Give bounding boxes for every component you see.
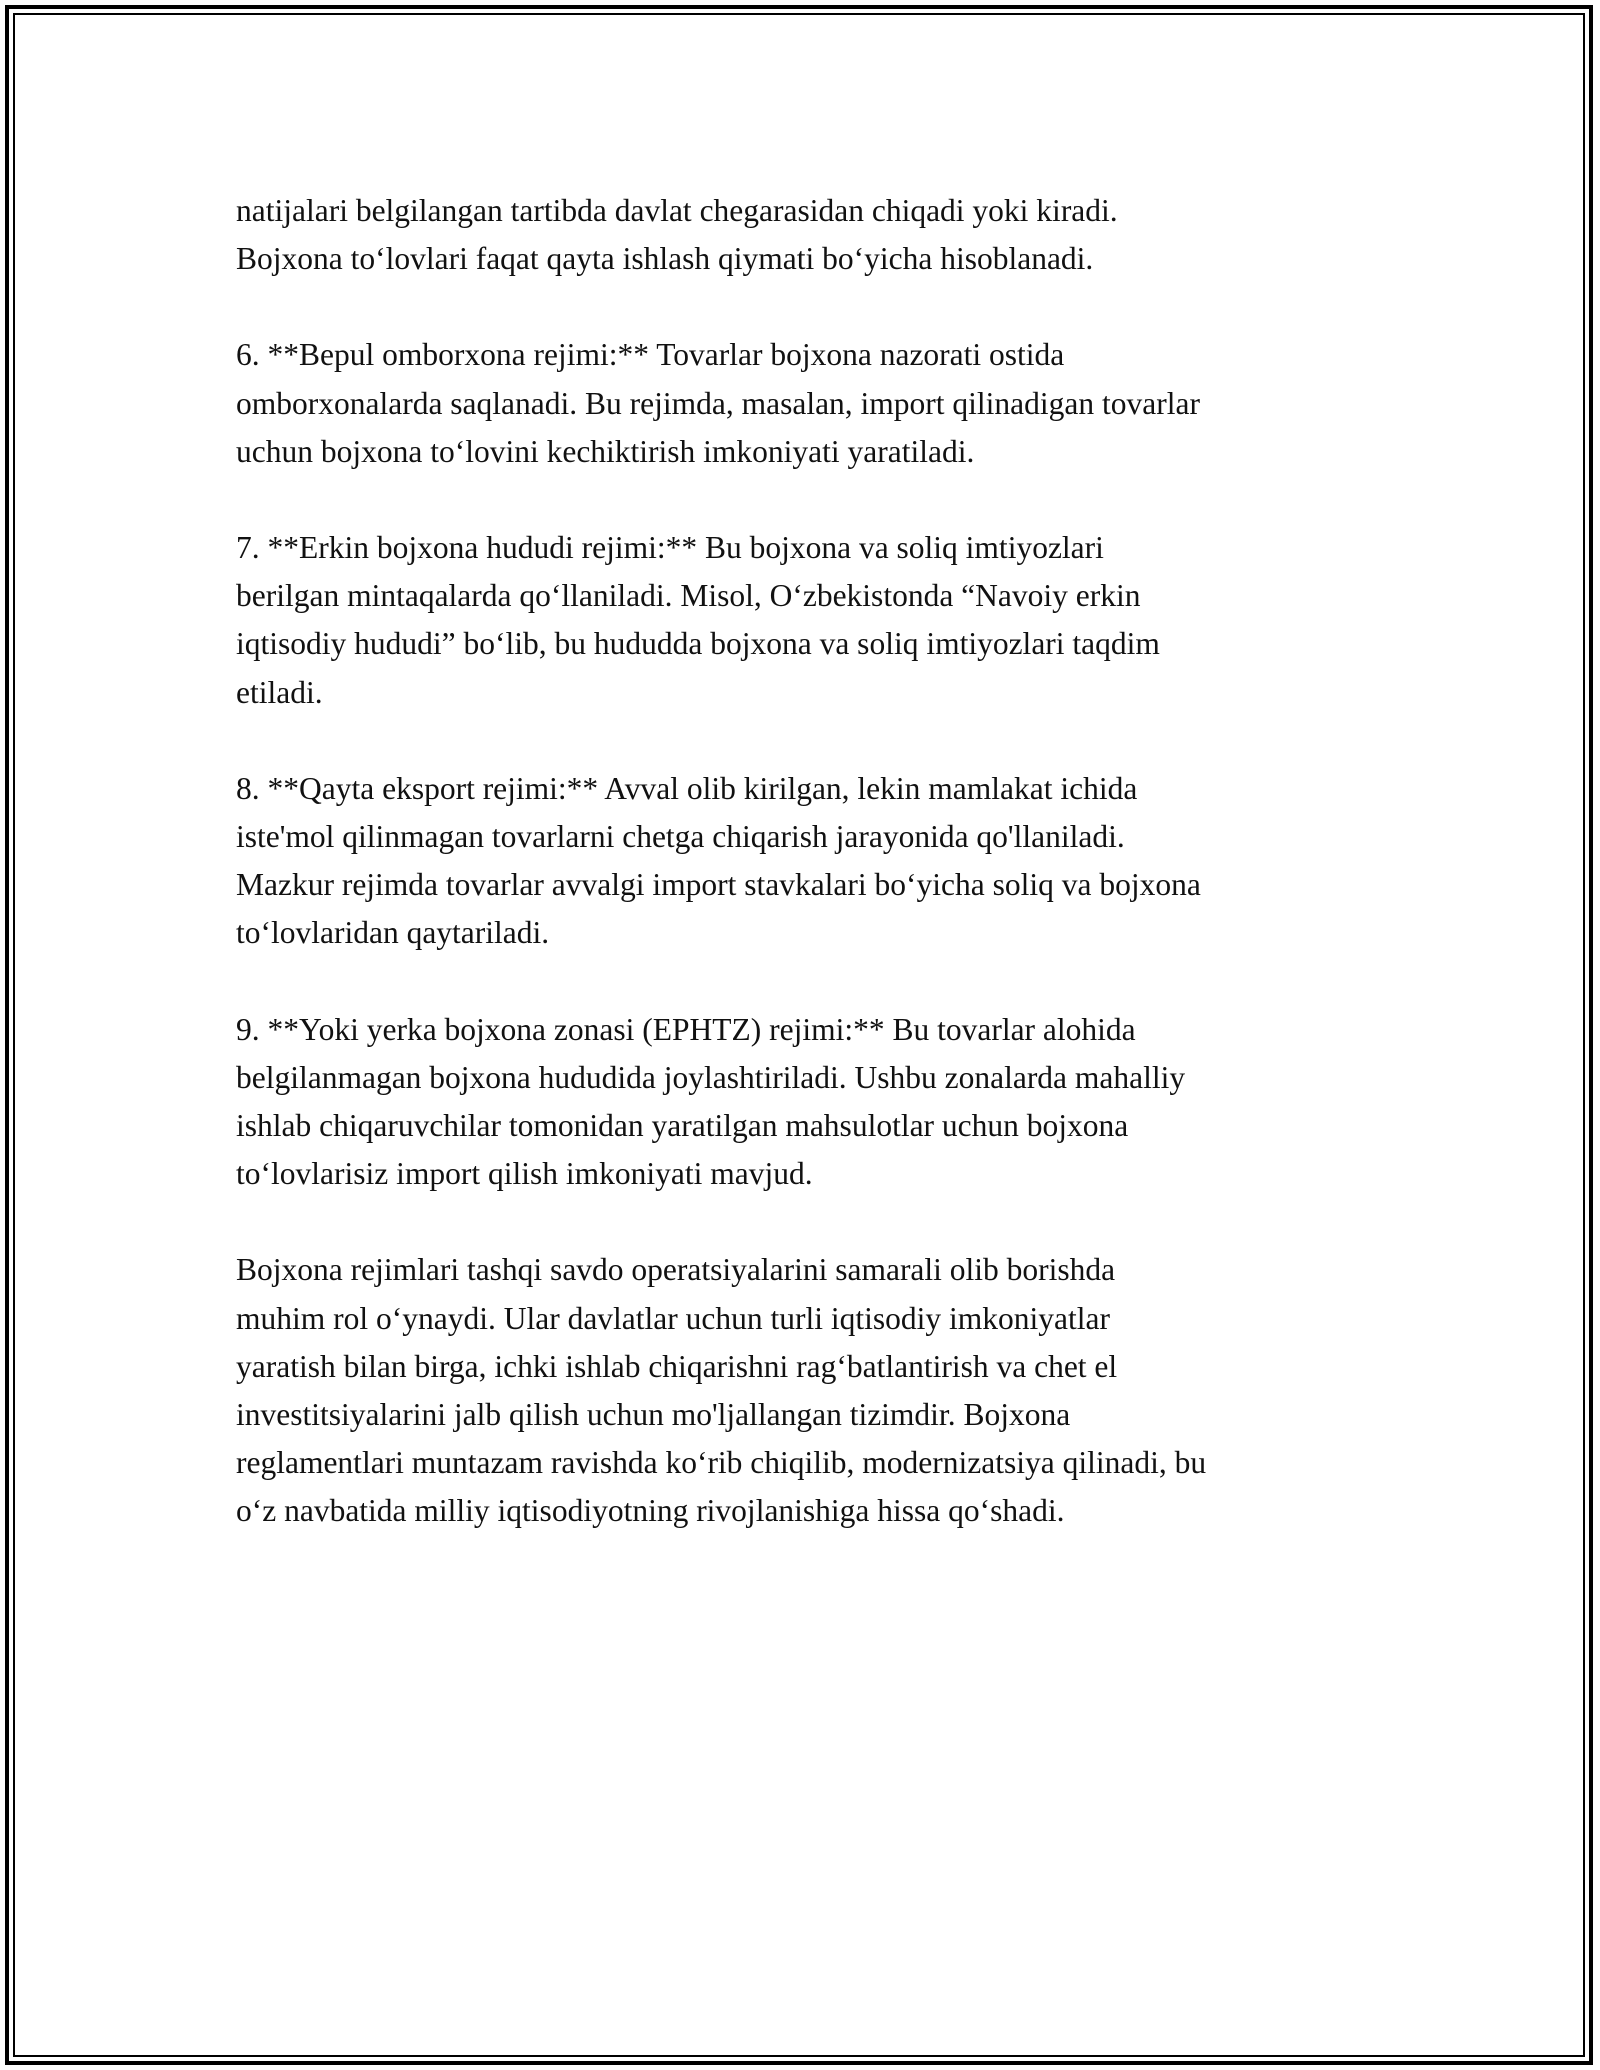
text-line: to‘lovlarisiz import qilish imkoniyati mavjud. [236,1156,813,1192]
text-line: reglamentlari muntazam ravishda ko‘rib chiqilib, modernizatsiya qilinadi, bu [236,1445,1207,1481]
paragraph-item-7 [236,524,1376,717]
text-line: to‘lovlaridan qaytariladi. [236,915,550,951]
text-line: yaratish bilan birga, ichki ishlab chiqarishni rag‘batlantirish va chet el [236,1348,1118,1384]
text-line: natijalari belgilangan tartibda davlat chegarasidan chiqadi yoki kiradi. [236,193,1118,228]
paragraph-item-6 [236,331,1376,476]
paragraph-conclusion [236,1246,1376,1535]
text-line: muhim rol o‘ynaydi. Ular davlatlar uchun turli iqtisodiy imkoniyatlar [236,1300,1110,1336]
text-line: uchun bojxona to‘lovini kechiktirish imkoniyati yaratiladi. [236,433,975,469]
text-line: etiladi. [236,674,323,710]
text-line: 8. **Qayta eksport rejimi:** Avval olib kirilgan, lekin mamlakat ichida [236,770,1138,806]
text-line: iqtisodiy hududi” bo‘lib, bu hududda bojxona va soliq imtiyozlari taqdim [236,626,1160,662]
text-line: ishlab chiqaruvchilar tomonidan yaratilgan mahsulotlar uchun bojxona [236,1108,1129,1144]
text-line: 9. **Yoki yerka bojxona zonasi (EPHTZ) rejimi:** Bu tovarlar alohida [236,1011,1136,1047]
text-line: 6. **Bepul omborxona rejimi:** Tovarlar bojxona nazorati ostida [236,337,1065,373]
paragraph-item-9 [236,1006,1376,1199]
text-line: o‘z navbatida milliy iqtisodiyotning rivojlanishiga hissa qo‘shadi. [236,1493,1065,1529]
text-line: investitsiyalarini jalb qilish uchun mo'ljallangan tizimdir. Bojxona [236,1397,1071,1433]
text-line: 7. **Erkin bojxona hududi rejimi:** Bu bojxona va soliq imtiyozlari [236,530,1104,566]
text-line: omborxonalarda saqlanadi. Bu rejimda, masalan, import qilinadigan tovarlar [236,385,1200,421]
text-line: Bojxona rejimlari tashqi savdo operatsiyalarini samarali olib borishda [236,1252,1116,1288]
text-line: iste'mol qilinmagan tovarlarni chetga chiqarish jarayonida qo'llaniladi. [236,819,1125,855]
text-line: berilgan mintaqalarda qo‘llaniladi. Misol, O‘zbekistonda “Navoiy erkin [236,578,1141,614]
text-line: belgilanmagan bojxona hududida joylashtiriladi. Ushbu zonalarda mahalliy [236,1059,1186,1095]
text-line: Mazkur rejimda tovarlar avvalgi import stavkalari bo‘yicha soliq va bojxona [236,867,1201,903]
text-line: Bojxona to‘lovlari faqat qayta ishlash qiymati bo‘yicha hisoblanadi. [236,241,1094,277]
paragraph-item-8 [236,765,1376,958]
document-body [236,187,1376,1584]
paragraph-processing-continuation [236,187,1376,283]
